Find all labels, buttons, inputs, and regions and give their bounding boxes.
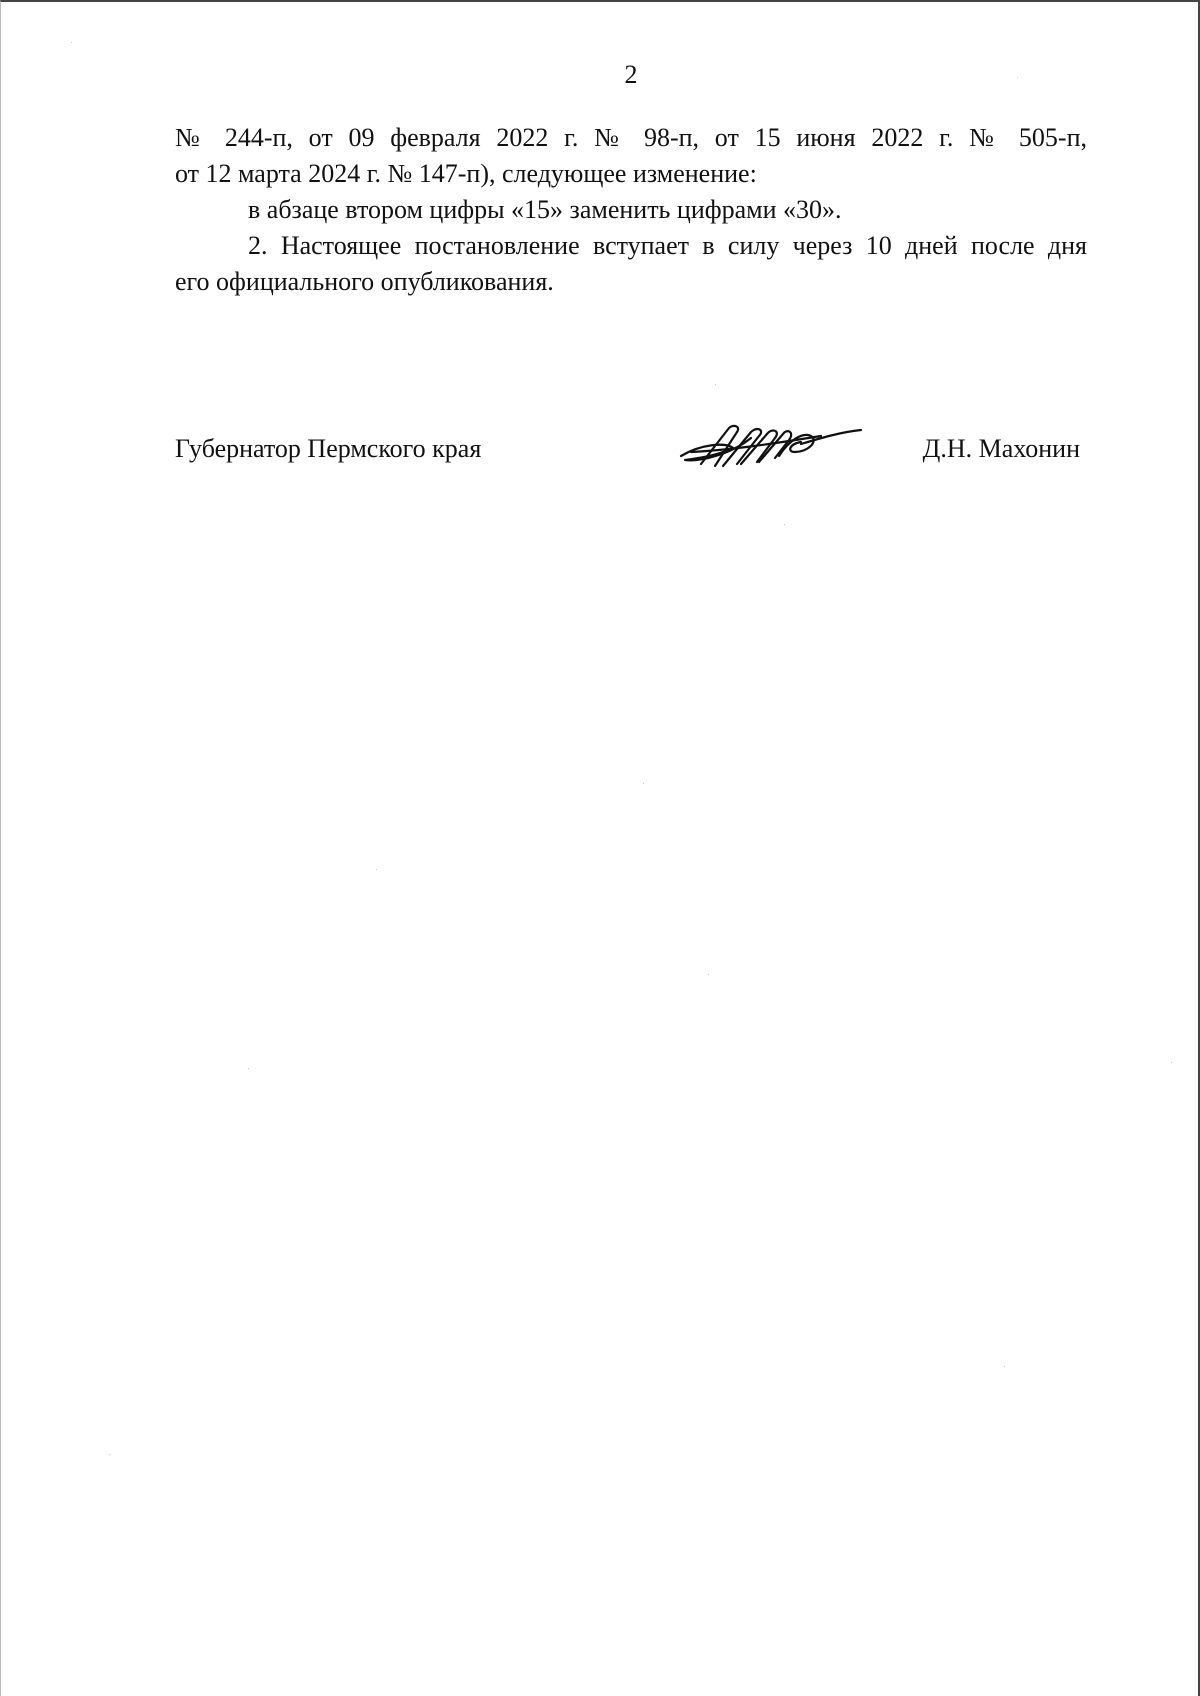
signature-block bbox=[175, 434, 1080, 474]
scan-speck bbox=[715, 384, 716, 385]
scan-speck bbox=[708, 974, 709, 975]
scan-speck bbox=[1171, 1062, 1172, 1063]
signatory-name: Д.Н. Махонин bbox=[922, 434, 1080, 463]
clause-2-line-2: его официального опубликования. bbox=[175, 267, 554, 296]
document-body bbox=[175, 120, 1087, 300]
position-title: Губернатор Пермского края bbox=[175, 434, 482, 463]
paragraph-continuation-line-2: от 12 марта 2024 г. № 147-п), следующее изменение: bbox=[175, 159, 757, 188]
scan-speck bbox=[376, 869, 377, 870]
clause-2-line-1: 2. Настоящее постановление вступает в силу через 10 дней после дня bbox=[248, 231, 1087, 260]
scan-speck bbox=[109, 1454, 110, 1455]
amendment-text: в абзаце втором цифры «15» заменить цифрами «30». bbox=[248, 195, 842, 224]
scan-speck bbox=[643, 783, 644, 784]
scan-speck bbox=[784, 524, 785, 525]
handwritten-signature bbox=[671, 414, 871, 474]
page-number: 2 bbox=[624, 60, 638, 89]
scan-speck bbox=[248, 1068, 249, 1069]
scan-speck bbox=[1017, 77, 1018, 78]
scan-speck bbox=[1004, 1366, 1005, 1367]
scan-speck bbox=[71, 42, 72, 43]
paragraph-continuation-line-1: № 244-п, от 09 февраля 2022 г. № 98-п, от 15 июня 2022 г. № 505-п, bbox=[175, 123, 1087, 152]
